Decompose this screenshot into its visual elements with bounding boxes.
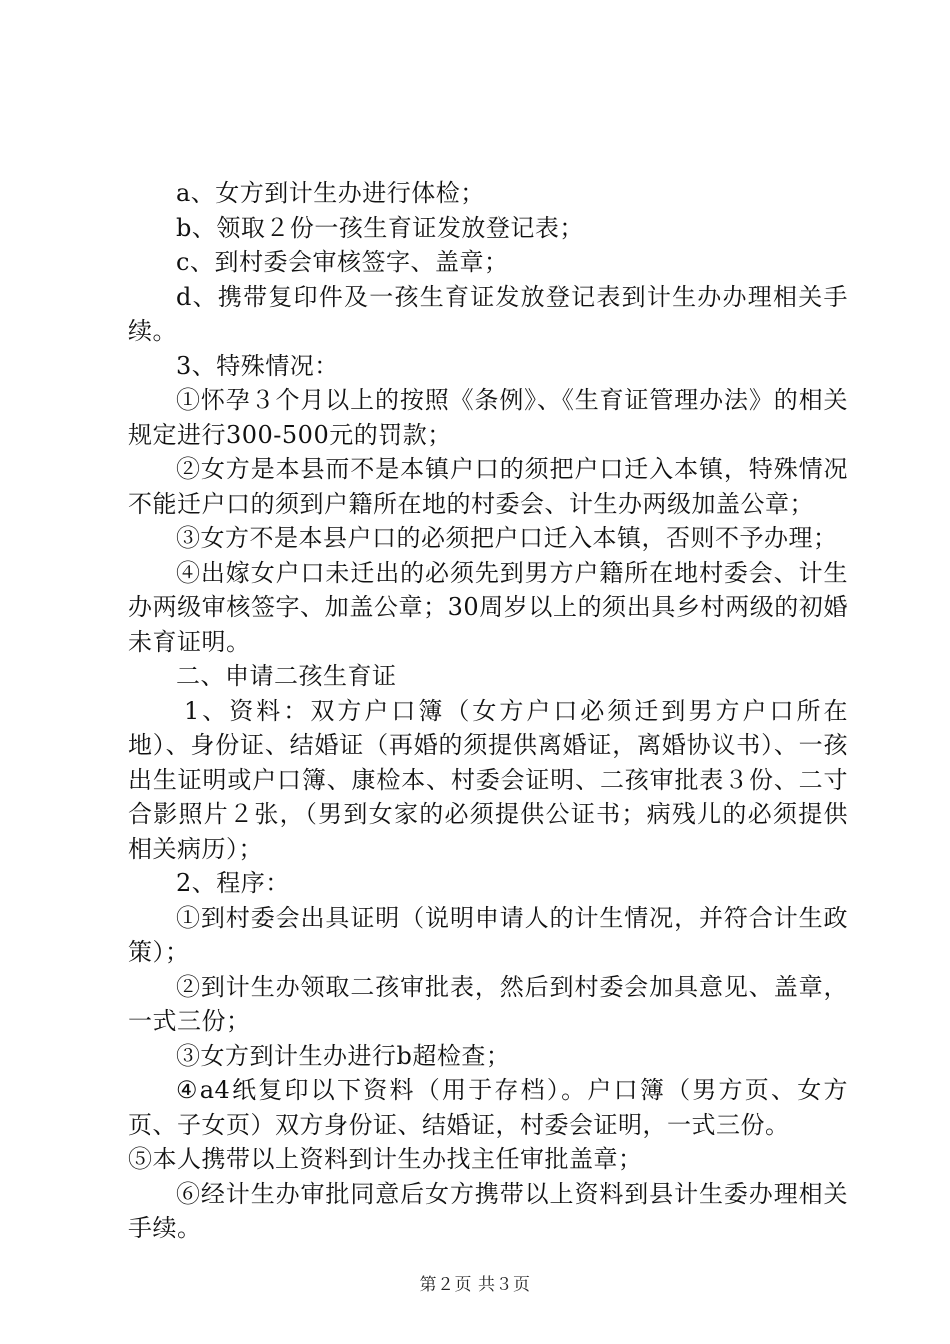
paragraph-special-case-1: ①怀孕３个月以上的按照《条例》、《生育证管理办法》的相关规定进行300-500元的罚款； [128,386,848,449]
paragraph-step-d: d、携带复印件及一孩生育证发放登记表到计生办办理相关手续。 [128,282,848,345]
paragraph-special-cases-heading: 3、特殊情况： [176,351,339,380]
page-number-footer: 第２页 共３页 [419,1275,531,1295]
paragraph-step-b: b、领取２份一孩生育证发放登记表； [176,213,584,242]
paragraph-special-case-4: ④出嫁女户口未迁出的必须先到男方户籍所在地村委会、计生办两级审核签字、加盖公章；30周岁以上的须出具乡村两级的初婚未育证明。 [128,558,848,656]
paragraph-procedure-5: ⑤本人携带以上资料到计生办找主任审批盖章； [128,1145,643,1173]
paragraph-procedure-heading: 2、程序： [176,869,290,897]
paragraph-procedure-2: ②到计生办领取二孩审批表，然后到村委会加具意见、盖章，一式三份； [128,972,848,1035]
paragraph-procedure-3: ③女方到计生办进行b超检查； [176,1041,511,1070]
paragraph-step-a: a、女方到计生办进行体检； [176,179,485,207]
paragraph-step-c: c、到村委会审核签字、盖章； [176,248,509,276]
paragraph-special-case-2: ②女方是本县而不是本镇户口的须把户口迁入本镇，特殊情况不能迁户口的须到户籍所在地的村委会、计生办两级加盖公章； [128,455,848,518]
paragraph-procedure-1: ①到村委会出具证明（说明申请人的计生情况，并符合计生政策）； [128,903,848,966]
paragraph-special-case-3: ③女方不是本县户口的必须把户口迁入本镇，否则不予办理； [176,524,838,552]
paragraph-materials: 1、资料：双方户口簿（女方户口必须迁到男方户口所在地）、身份证、结婚证（再婚的须提供离婚证，离婚协议书）、一孩出生证明或户口簿、康检本、村委会证明、二孩审批表３份、二寸合影照片２张，（男到女家的必须提供公证书；病残儿的必须提供相关病历）； [128,696,848,863]
section-heading-second-child: 二、申请二孩生育证 [176,662,397,690]
document-body [128,176,848,1246]
paragraph-procedure-6: ⑥经计生办审批同意后女方携带以上资料到县计生委办理相关手续。 [128,1179,848,1242]
paragraph-procedure-4: ④a4纸复印以下资料（用于存档）。户口簿（男方页、女方页、子女页）双方身份证、结婚证，村委会证明，一式三份。 [128,1076,848,1139]
